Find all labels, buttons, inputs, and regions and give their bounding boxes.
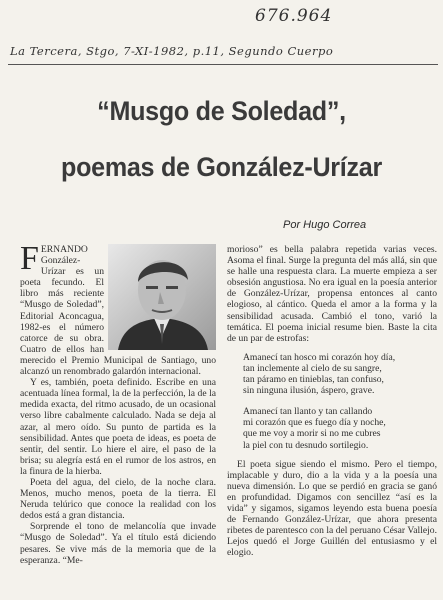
paragraph: morioso” es bella palabra repetida varias veces. Asoma el final. Surge la pregunta del más allá, sin que se halle una respuesta clara. La muerte empieza a ser obsesión angustiosa. No era igual en la poesía anterior de González-Urízar, propensa entonces al canto elogioso, al cántico. Queda el amor a la forma y la sensibilidad acusada. Cambió el tono, varió la temática. El poema inicial resume bien. Baste la cita de un par de estrofas: xyxy=(227,244,437,344)
poem-line: mi corazón que es fuego día y noche, xyxy=(243,417,386,429)
source-underline xyxy=(8,64,438,65)
headline-line-1: “Musgo de Soledad”, xyxy=(97,96,346,126)
drop-cap: F xyxy=(20,244,39,277)
poem-line: Amanecí tan llanto y tan callando xyxy=(243,406,373,418)
paragraph: Y es, también, poeta definido. Escribe en una acentuada línea formal, la de la perfección, la de la medida exacta, del ritmo acusado, de un ocasional verso libre cabalmente calculado. Nada se deja al azar, al mero oído. Su punto de partida es la sensibilidad. Antes que poeta de ideas, es poeta de sentir, del sentir. Lo hiere el aire, el paso de la brisa; su alegría está en el rumor de los astros, en la finura de la hierba. xyxy=(20,377,216,477)
stanza-gap xyxy=(243,396,437,406)
poem-line: Amanecí tan hosco mi corazón hoy día, xyxy=(243,351,396,363)
paragraph: El poeta sigue siendo el mismo. Pero el tiempo, implacable y duro, dio a la vida y a la poesía una nueva dimensión. Lo que se perdió en gracia se ganó en profundidad. Digamos con sencillez “así es la vida” y sigamos, sigamos leyendo esta buena poesía de Fernando González-Urízar, que ahora presenta ribetes de parentesco con la del peruano César Vallejo. Lejos quedó el Jorge Guillén del entusiasmo y el elogio. xyxy=(227,458,437,559)
paragraph: Sorprende el tono de melancolía que invade “Musgo de Soledad”. Ya el título está diciendo pesares. Se vive más de la memoria que de la esperanza. “Me- xyxy=(20,521,216,566)
poem-quote xyxy=(243,352,437,451)
handwritten-source-note: La Tercera, Stgo, 7-XI-1982, p.11, Segundo Cuerpo xyxy=(10,44,334,58)
poem-line: la piel con tu desnudo sortilegio. xyxy=(243,439,369,451)
author-portrait xyxy=(108,244,216,350)
headline-line-2: poemas de González-Urízar xyxy=(61,152,382,182)
poem-line: tan inclemente al cielo de su sangre, xyxy=(243,362,382,374)
paragraph: Poeta del agua, del cielo, de la noche clara. Menos, mucho menos, poeta de la tierra. El Neruda telúrico que conoce la realidad con los dedos está a gran distancia. xyxy=(20,476,216,522)
article-column-2 xyxy=(227,244,437,594)
article-column-1 xyxy=(20,244,216,594)
portrait-photo-icon xyxy=(108,244,216,350)
poem-line: tan páramo en tinieblas, tan confuso, xyxy=(243,374,384,386)
paragraph: ERNANDO González-Urízar es un poeta fecundo. El libro más reciente “Musgo de Soledad”, Editorial Aconcagua, 1982-es el número catorce de su obra. Cuatro de ellos han merecido el Premio Municipal de Santiago, uno alcanzó un renombrado galardón internacional. xyxy=(20,244,216,378)
poem-line: que me voy a morir si no me cubres xyxy=(243,428,381,440)
poem-line: sin ninguna ilusión, áspero, grave. xyxy=(243,385,375,397)
byline: Por Hugo Correa xyxy=(283,219,367,231)
handwritten-reference-number: 676.964 xyxy=(255,6,333,26)
